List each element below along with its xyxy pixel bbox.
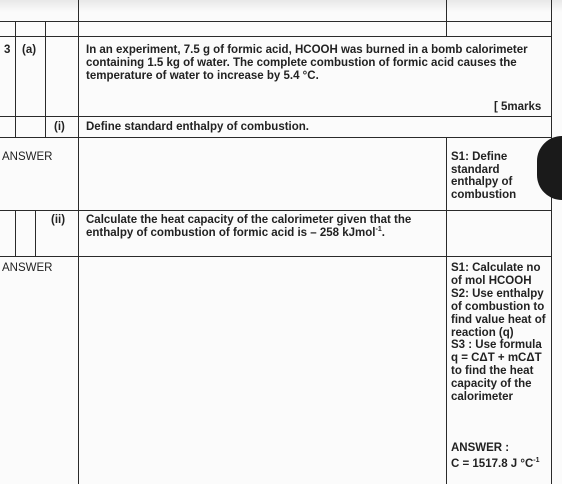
hint-ii-line: calorimeter [451,391,514,404]
sub-ii-text [86,214,446,240]
final-answer-sup: -1 [533,457,540,465]
final-answer-text: C = 1517.8 J °C [451,458,534,470]
rule-answer-i-end [0,210,552,211]
hint-i-line: standard [451,163,500,176]
hint-ii-line: S1: Calculate no [451,262,541,274]
hint-i-line: enthalpy of [451,176,513,189]
col-line-4 [446,0,447,36]
question-part: (a) [22,44,37,56]
sub-i-text: Define standard enthalpy of combustion. [86,121,309,133]
final-answer-label: ANSWER : [451,442,510,454]
sub-ii-label: (ii) [51,214,66,226]
answer-ii-label: ANSWER [2,262,53,274]
rule-marks [0,116,552,117]
hint-ii-line: to find the heat [451,365,534,378]
hint-ii-line: reaction (q) [451,326,514,339]
hint-i-line: combustion [451,189,517,202]
rule-sub-i [0,137,552,138]
col-line-3 [78,0,79,484]
rule-top [0,21,552,22]
hint-ii-line: S2: Use enthalpy [451,287,544,300]
sub-ii-text-main: Calculate the heat capacity of the calorimeter given that the enthalpy of combustion of formic acid is – 258 kJmol [86,214,412,239]
col-line-1 [15,21,16,137]
col-line-right [551,0,552,484]
question-text: In an experiment, 7.5 g of formic acid, HCOOH was burned in a bomb calorimeter containing 1.5 kg of water. The complete combustion of formic acid causes the temperature of water to increase by 5.4 °C. [86,44,528,82]
hint-ii-line: q = CΔT + mCΔT [451,352,542,365]
hint-ii-line: of combustion to [451,300,545,313]
sub-ii-text-end: . [381,227,385,239]
question-number: 3 [4,44,11,56]
hint-i-line: S1: Define [451,151,508,163]
hint-ii-line: find value heat of [451,313,546,326]
col-line-2 [45,21,46,137]
hints-ii [451,262,551,404]
top-shadow [0,0,562,12]
sub-i-label: (i) [54,121,65,133]
sub-ii-text-sup: -1 [375,226,382,234]
marks-label: [ 5marks [494,101,542,113]
hint-ii-line: S3 : Use formula [451,339,542,352]
hint-ii-line: capacity of the [451,378,532,391]
col-line-2b [35,210,36,256]
final-answer-value [451,458,540,471]
rule-sub-ii [0,256,552,257]
hints-i [451,151,551,202]
rule-header [0,36,552,37]
answer-i-label: ANSWER [2,151,53,163]
hint-ii-line: of mol HCOOH [451,274,532,287]
col-line-1b [15,210,16,256]
col-line-5 [446,137,447,484]
